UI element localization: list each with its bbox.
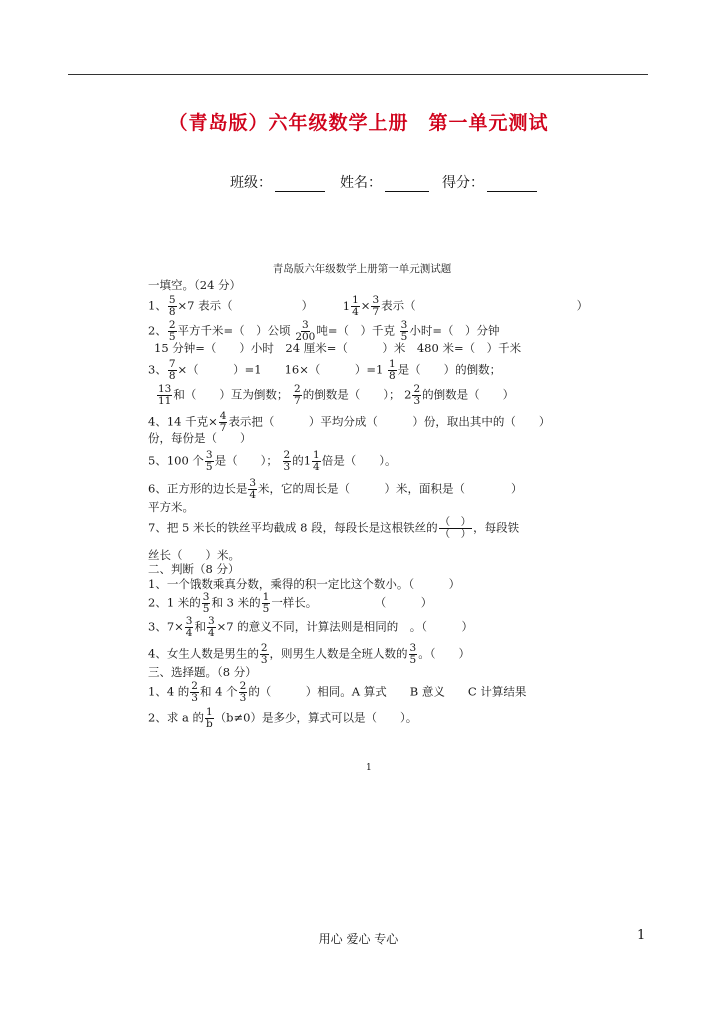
section-choice: 三、选择题。（8 分） — [148, 665, 257, 679]
name-blank[interactable] — [385, 176, 429, 192]
judge-1: 1、一个饿数乘真分数，乘得的积一定比这个数小。（ ） — [148, 577, 461, 591]
question-7: 7、把 5 米长的铁丝平均截成 8 段，每段长是这根铁丝的 $\frac{( )}{( )}$ ，每段铁 — [148, 516, 520, 541]
page-title: （青岛版）六年级数学上册 第一单元测试 — [168, 112, 549, 134]
question-2-line-2: 15 分钟=（ ）小时 24 厘米=（ ）米 480 米=（ ）千米 — [154, 341, 522, 355]
choice-1: 1、4 的 $\frac{2}{3}$ 和 4 个 $\frac{2}{3}$ 的（ ）相同。A 算式 B 意义 C 计算结果 — [148, 680, 527, 705]
question-4-line-2: 份，每份是（ ） — [148, 431, 252, 445]
judge-4: 4、女生人数是男生的 $\frac{2}{3}$ ，则男生人数是全班人数的 $\frac{3}{5}$ 。（ ） — [148, 642, 470, 667]
question-6: 6、正方形的边长是 $\frac{3}{4}$ 米，它的周长是（ ）米，面积是（ ） — [148, 477, 523, 502]
scan-page-mark: 1 — [366, 763, 372, 773]
scan-title: 青岛版六年级数学上册第一单元测试题 — [272, 263, 452, 275]
class-blank[interactable] — [275, 176, 325, 192]
judge-3: 3、7× $\frac{3}{4}$ 和 $\frac{3}{4}$ ×7 的意义不同，计算法则是相同的 。（ ） — [148, 615, 474, 640]
question-6-line-2: 平方米。 — [148, 500, 194, 514]
name-field: 姓名： — [340, 172, 429, 192]
score-blank[interactable] — [487, 176, 537, 192]
question-4: 4、14 千克× $\frac{4}{7}$ 表示把（ ）平均分成（ ）份，取出其中的（ ） — [148, 410, 551, 435]
judge-2: 2、1 米的 $\frac{3}{5}$ 和 3 米的 $\frac{1}{5}$ 一样长。 （ ） — [148, 591, 433, 616]
choice-2: 2、求 a 的 $\frac{1}{b}$ （b≠0）是多少，算式可以是（ ）。 — [148, 706, 418, 731]
section-fill-in: 一填空。（24 分） — [148, 278, 242, 292]
page-number: 1 — [637, 928, 646, 943]
question-3-line-2: $\frac{13}{11}$ 和（ ）互为倒数； $\frac{2}{7}$ 的倒数是（ ）； 2 $\frac{2}{3}$ 的倒数是（ ） — [158, 383, 515, 408]
header-rule — [68, 74, 648, 75]
score-field: 得分： — [442, 172, 537, 192]
question-1: 1、 $\frac{5}{8}$ ×7 表示（ ） 1 $\frac{1}{4}$ × $\frac{3}{7}$ 表示（ ） — [148, 294, 589, 319]
question-7-line-2: 丝长（ ）米。 — [148, 548, 240, 562]
question-2: 2、 $\frac{2}{5}$ 平方千米=（ ）公顷 $\frac{3}{200}$ 吨=（ ）千克 $\frac{3}{5}$ 小时=（ ）分钟 — [148, 319, 500, 344]
question-3: 3、 $\frac{7}{8}$ ×（ ）=1 16×（ ）=1 $\frac{1}{8}$ 是（ ）的倒数； — [148, 358, 502, 383]
footer-motto: 用心 爱心 专心 — [318, 932, 399, 946]
question-5: 5、100 个 $\frac{3}{5}$ 是（ ）； $\frac{2}{3}$ 的1 $\frac{1}{4}$ 倍是（ ）。 — [148, 449, 397, 474]
section-judge: 二、判断（8 分） — [148, 562, 240, 576]
class-field: 班级： — [230, 172, 325, 192]
